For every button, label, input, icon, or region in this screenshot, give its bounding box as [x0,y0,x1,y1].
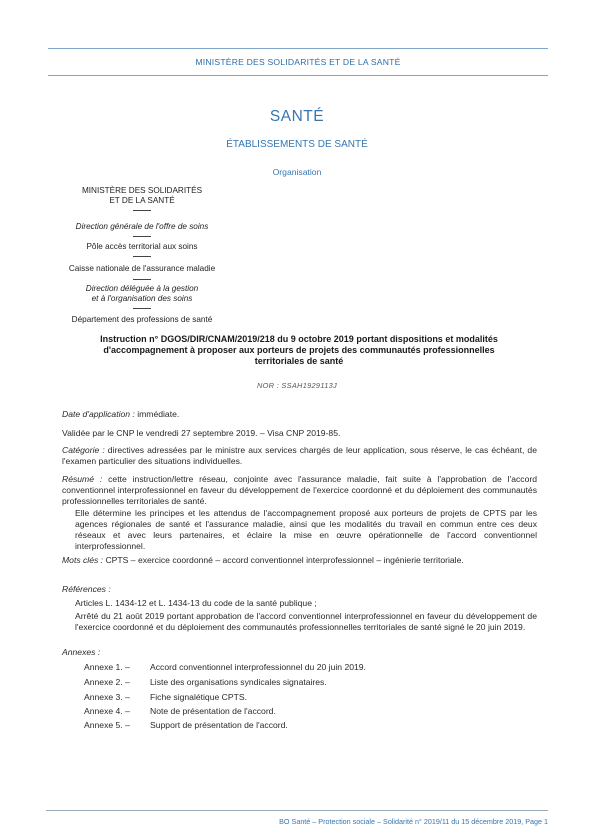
annex-number: Annexe 4. – [84,706,130,716]
divider [133,308,151,309]
validee-line: Validée par le CNP le vendredi 27 septembre 2019. – Visa CNP 2019-85. [62,428,341,438]
instruction-line1: Instruction n° DGOS/DIR/CNAM/2019/218 du 9 octobre 2019 portant dispositions et modalités [100,334,498,344]
section-title: ÉTABLISSEMENTS DE SANTÉ [226,139,368,150]
annex-item [84,692,484,703]
mots-text: CPTS – exercice coordonné – accord conventionnel interprofessionnel – ingénierie territoriale. [103,555,464,565]
references-label: Références : [62,584,111,594]
categorie [62,445,537,467]
annex-text: Note de présentation de l'accord. [150,706,276,716]
direction-deleguee-line2: et à l'organisation des soins [91,294,193,303]
annex-item [84,662,484,673]
departement: Département des professions de santé [71,315,213,324]
left-ministry-line1: MINISTÈRE DES SOLIDARITÉS [81,186,203,195]
reference-2: Arrêté du 21 août 2019 portant approbation de l'accord conventionnel interprofessionnel en faveur du développement de l'exercice coordonné et du déploiement des communautés professionnelles territoriales de santé signé le 20 juin 2019. [75,611,537,632]
divider [133,210,151,211]
annex-item [84,706,484,717]
categorie-text: directives adressées par le ministre aux services chargés de leur application, sous réserve, le cas échéant, de l'examen particulier des situations individuelles. [62,445,537,466]
divider [133,279,151,280]
instruction-title [64,334,534,367]
annex-text: Accord conventionnel interprofessionnel du 20 juin 2019. [150,662,366,672]
annex-number: Annexe 5. – [84,720,130,730]
footer-text: BO Santé – Protection sociale – Solidarité n° 2019/11 du 15 décembre 2019, Page 1 [279,817,548,826]
annex-number: Annexe 2. – [84,677,130,687]
resume-paragraph-2: Elle détermine les principes et les attendus de l'accompagnement proposé aux porteurs de projets de CPTS par les agences régionales de santé et l'assurance maladie, ainsi que les modalités du travail en commun entre ces deux réseaux et avec leurs partenaires, et éclaire la mise en œuvre opérationnelle de l'accord conventionnel interprofessionnel. [75,508,537,551]
annex-text: Liste des organisations syndicales signataires. [150,677,327,687]
date-application [62,409,537,420]
direction-deleguee [42,284,242,304]
reference-1: Articles L. 1434-12 et L. 1434-13 du code de la santé publique ; [75,598,317,608]
resume-label: Résumé : [62,474,103,484]
ministry-header-band [48,48,548,76]
pole-acces: Pôle accès territorial aux soins [86,242,198,251]
annex-number: Annexe 1. – [84,662,130,672]
resume-text: cette instruction/lettre réseau, conjointe avec l'assurance maladie, fait suite à l'approbation de l'accord conventionnel interprofessionnel en faveur du développement de l'exercice coordonné et du déploiement des communautés professionnelles territoriales de santé. [62,474,537,506]
annex-text: Fiche signalétique CPTS. [150,692,247,702]
subsection-title: Organisation [272,167,322,177]
mots-label: Mots clés : [62,555,104,565]
divider [133,236,151,237]
instruction-line2: d'accompagnement à proposer aux porteurs de projets des communautés professionnelles [103,345,495,355]
categorie-label: Catégorie : [62,445,105,455]
annex-item [84,720,484,731]
page-footer [46,810,548,826]
resume [62,474,537,507]
annexes-label: Annexes : [62,647,101,657]
left-ministry [42,186,242,206]
caisse-nationale: Caisse nationale de l'assurance maladie [68,264,216,273]
direction-generale: Direction générale de l'offre de soins [75,222,209,231]
annex-text: Support de présentation de l'accord. [150,720,288,730]
annex-item [84,677,484,688]
date-value: immédiate. [134,409,180,419]
direction-deleguee-line1: Direction déléguée à la gestion [85,284,199,293]
mots-cles [62,555,537,566]
nor-reference: NOR : SSAH1929113J [256,381,338,390]
left-ministry-line2: ET DE LA SANTÉ [109,196,175,205]
instruction-line3: territoriales de santé [254,356,344,366]
annex-number: Annexe 3. – [84,692,130,702]
divider [133,256,151,257]
ministry-header: MINISTÈRE DES SOLIDARITÉS ET DE LA SANTÉ [195,57,401,67]
date-label: Date d'application : [62,409,135,419]
page-title: SANTÉ [269,108,325,125]
